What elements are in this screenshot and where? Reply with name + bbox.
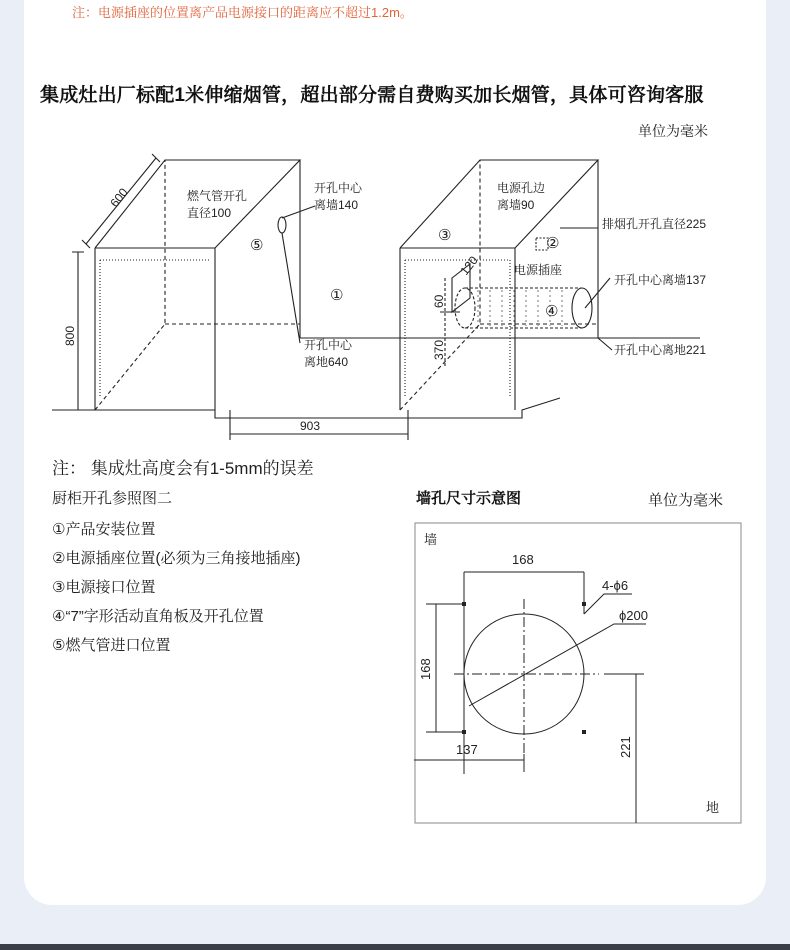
mark-5: ⑤ (250, 237, 264, 254)
dim-903: 903 (300, 419, 321, 433)
mark-4: ④ (545, 303, 559, 320)
wall-hole-diagram (414, 514, 744, 824)
power-hole-1: 电源孔边 (497, 181, 546, 195)
dim-370: 370 (432, 339, 446, 360)
page-headline: 集成灶出厂标配1米伸缩烟管，超出部分需自费购买加长烟管，具体可咨询客服 (40, 85, 704, 106)
dim-60: 60 (432, 294, 446, 308)
mark-2: ② (546, 235, 560, 252)
exhaust-duct-end (572, 288, 592, 328)
gas-hole-label-1: 燃气管开孔 (187, 189, 248, 203)
power-hole-2: 离墙90 (497, 198, 535, 212)
gas-hole (278, 217, 286, 233)
mark-3: ③ (438, 227, 452, 244)
hole-center-floor-2: 离地640 (304, 355, 349, 369)
unit-label: 单位为毫米 (638, 123, 708, 139)
mark-1: ① (330, 287, 344, 304)
gas-hole-label-2: 直径100 (187, 206, 232, 220)
legend-item: ①产品安装位置 (52, 521, 156, 538)
dim-168-horizontal: 168 (512, 552, 534, 567)
height-tolerance-note: 注： 集成灶高度会有1-5mm的误差 (52, 459, 314, 478)
socket-distance-note: 注：电源插座的位置离产品电源接口的距离应不超过1.2m。 (72, 5, 413, 20)
dim-120: 120 (457, 253, 481, 278)
wall-hole-unit: 单位为毫米 (648, 492, 724, 509)
hole-center-floor-1: 开孔中心 (304, 338, 353, 352)
dim-168-vertical: 168 (418, 658, 433, 680)
diameter-label: ϕ200 (619, 608, 648, 623)
wall-label: 墙 (424, 532, 438, 547)
hole-center-wall-2: 离墙140 (314, 198, 359, 212)
dim-221: 221 (618, 736, 633, 758)
dim-137: 137 (456, 742, 478, 757)
legend-item: ③电源接口位置 (52, 579, 156, 596)
exhaust-hole-label: 排烟孔开孔直径225 (602, 217, 707, 231)
floor-line (52, 398, 560, 418)
floor-label: 地 (706, 800, 720, 815)
exhaust-center-floor-label: 开孔中心离地221 (614, 343, 707, 357)
cabinet-diagram (0, 148, 790, 448)
wall-hole-title: 墙孔尺寸示意图 (416, 490, 522, 507)
legend-title: 厨柜开孔参照图二 (52, 490, 173, 507)
exhaust-center-wall-label: 开孔中心离墙137 (614, 273, 707, 287)
legend-item: ④“7”字形活动直角板及开孔位置 (52, 608, 264, 625)
hole-center-wall-1: 开孔中心 (314, 181, 363, 195)
screw-holes-label: 4-ϕ6 (602, 578, 629, 593)
legend-item: ⑤燃气管进口位置 (52, 637, 171, 654)
dim-800: 800 (63, 325, 77, 346)
power-socket-label: 电源插座 (514, 263, 563, 277)
bottom-bar (0, 944, 790, 950)
dim-600: 600 (107, 185, 131, 210)
legend-item: ②电源插座位置(必须为三角接地插座) (52, 550, 301, 567)
